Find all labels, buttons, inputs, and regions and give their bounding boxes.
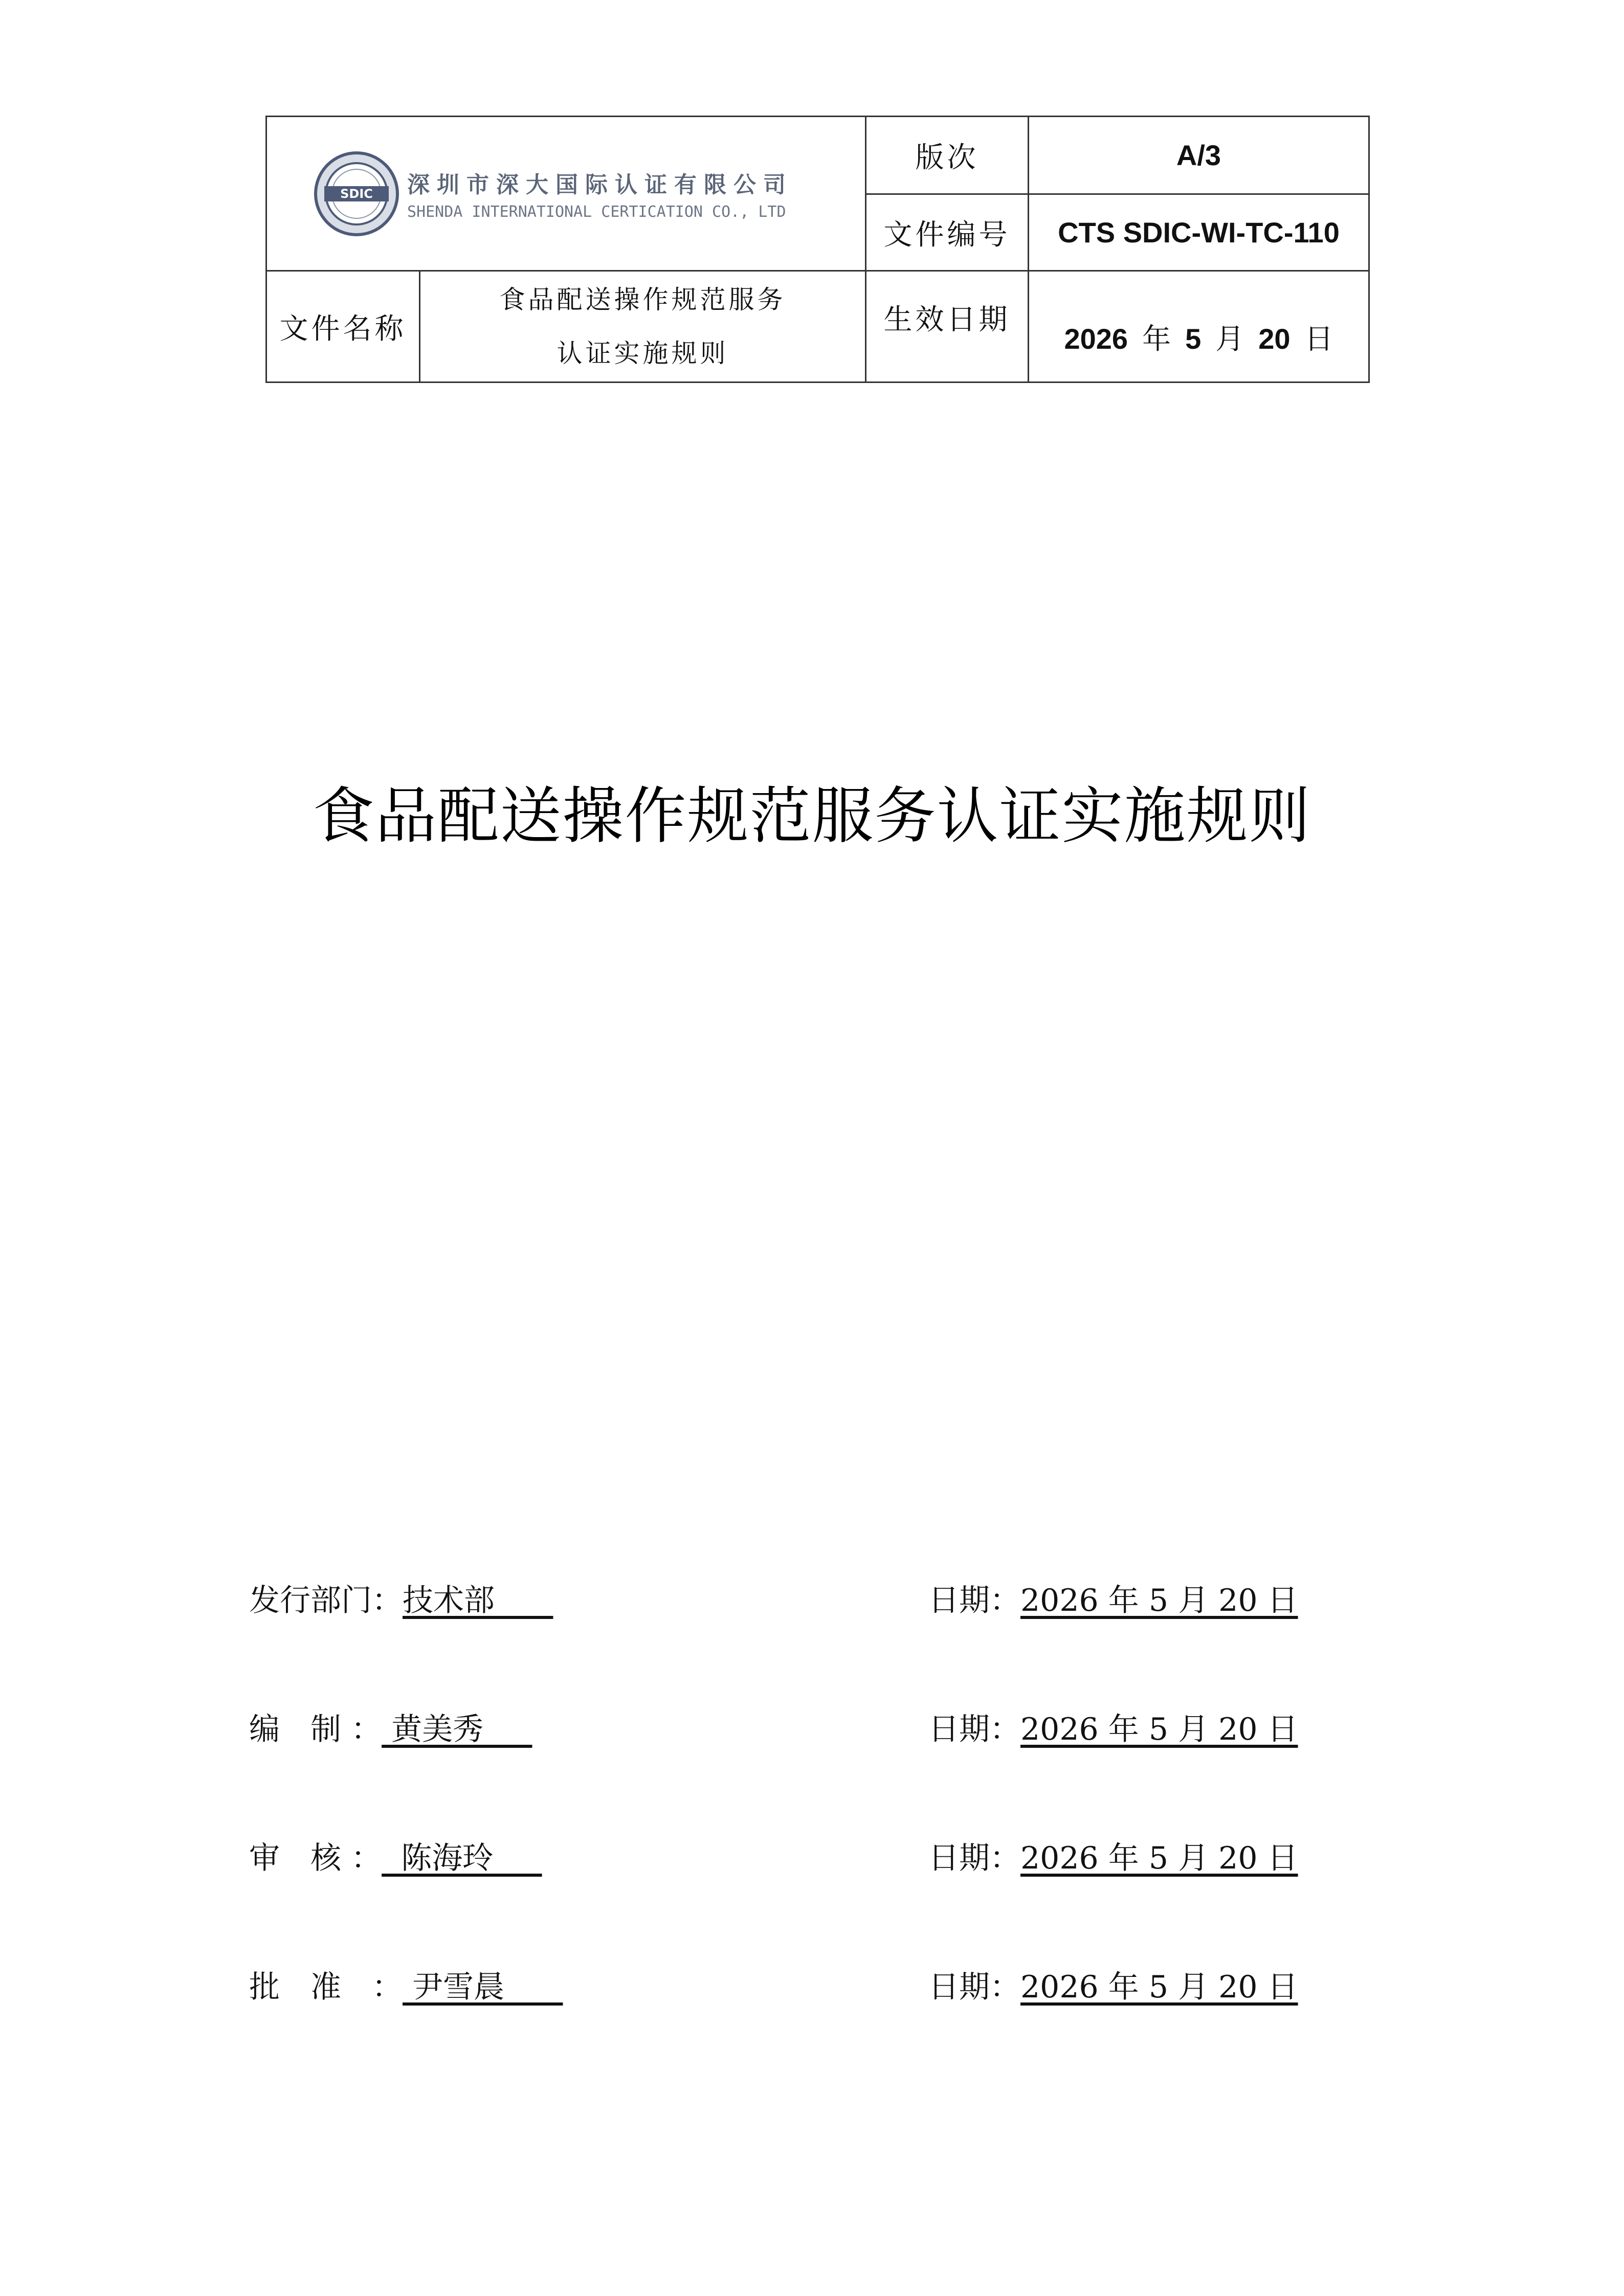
signoff-issuing-dept: [249, 1580, 553, 1621]
company-name-cn: 深圳市深大国际认证有限公司: [407, 172, 793, 198]
effective-month: 5: [1185, 322, 1202, 355]
version-value: A/3: [1029, 117, 1369, 194]
signoff-approved-date: [928, 1967, 1298, 2008]
date-value: 2026 年 5 月 20 日: [1020, 1712, 1298, 1747]
signoff-label: 发行部门：: [249, 1583, 403, 1618]
effective-date-label: 生效日期: [866, 271, 1029, 382]
doc-number-label: 文件编号: [866, 194, 1029, 271]
sdic-logo-icon: [313, 150, 400, 237]
effective-day: 20: [1258, 322, 1291, 355]
doc-number-value: CTS SDIC-WI-TC-110: [1029, 194, 1369, 271]
logo-text: SDIC: [340, 186, 373, 201]
signoff-label: 审 核 ：: [249, 1840, 382, 1876]
date-value: 2026 年 5 月 20 日: [1020, 1840, 1298, 1876]
signoff-compiled-by: [249, 1709, 532, 1750]
year-unit: 年: [1142, 322, 1171, 356]
month-unit: 月: [1215, 322, 1244, 356]
company-name-en: SHENDA INTERNATIONAL CERTICATION CO., LTD: [407, 203, 786, 221]
signoff-value: 技术部: [403, 1583, 553, 1618]
signoff-reviewed-by: [249, 1838, 542, 1879]
version-label: 版次: [866, 117, 1029, 194]
document-header-table: [265, 116, 1370, 383]
signoff-reviewed-date: [928, 1838, 1298, 1879]
date-label: 日期：: [928, 1712, 1020, 1747]
signoff-compiled-date: [928, 1709, 1298, 1750]
file-name-line1: 食品配送操作规范服务: [499, 284, 786, 314]
signoff-value: 尹雪晨: [403, 1969, 563, 2005]
signoff-value: 黄美秀: [382, 1712, 532, 1747]
file-name-value: [420, 271, 866, 382]
signoff-approved-by: [249, 1967, 563, 2008]
company-logo-cell: [266, 117, 866, 271]
effective-year: 2026: [1064, 322, 1128, 355]
file-name-line2: 认证实施规则: [557, 338, 729, 368]
date-label: 日期：: [928, 1969, 1020, 2005]
document-title: 食品配送操作规范服务认证实施规则: [313, 781, 1311, 852]
effective-date-value: [1029, 271, 1369, 382]
date-value: 2026 年 5 月 20 日: [1020, 1969, 1298, 2005]
date-label: 日期：: [928, 1583, 1020, 1618]
company-logo: [267, 117, 865, 270]
signoff-value: 陈海玲: [382, 1840, 542, 1876]
signoff-label: 批 准 ：: [249, 1969, 403, 2005]
signoff-label: 编 制 ：: [249, 1712, 382, 1747]
date-label: 日期：: [928, 1840, 1020, 1876]
date-value: 2026 年 5 月 20 日: [1020, 1583, 1298, 1618]
signoff-issuing-date: [928, 1580, 1298, 1621]
day-unit: 日: [1304, 322, 1333, 356]
file-name-label: 文件名称: [266, 271, 420, 382]
